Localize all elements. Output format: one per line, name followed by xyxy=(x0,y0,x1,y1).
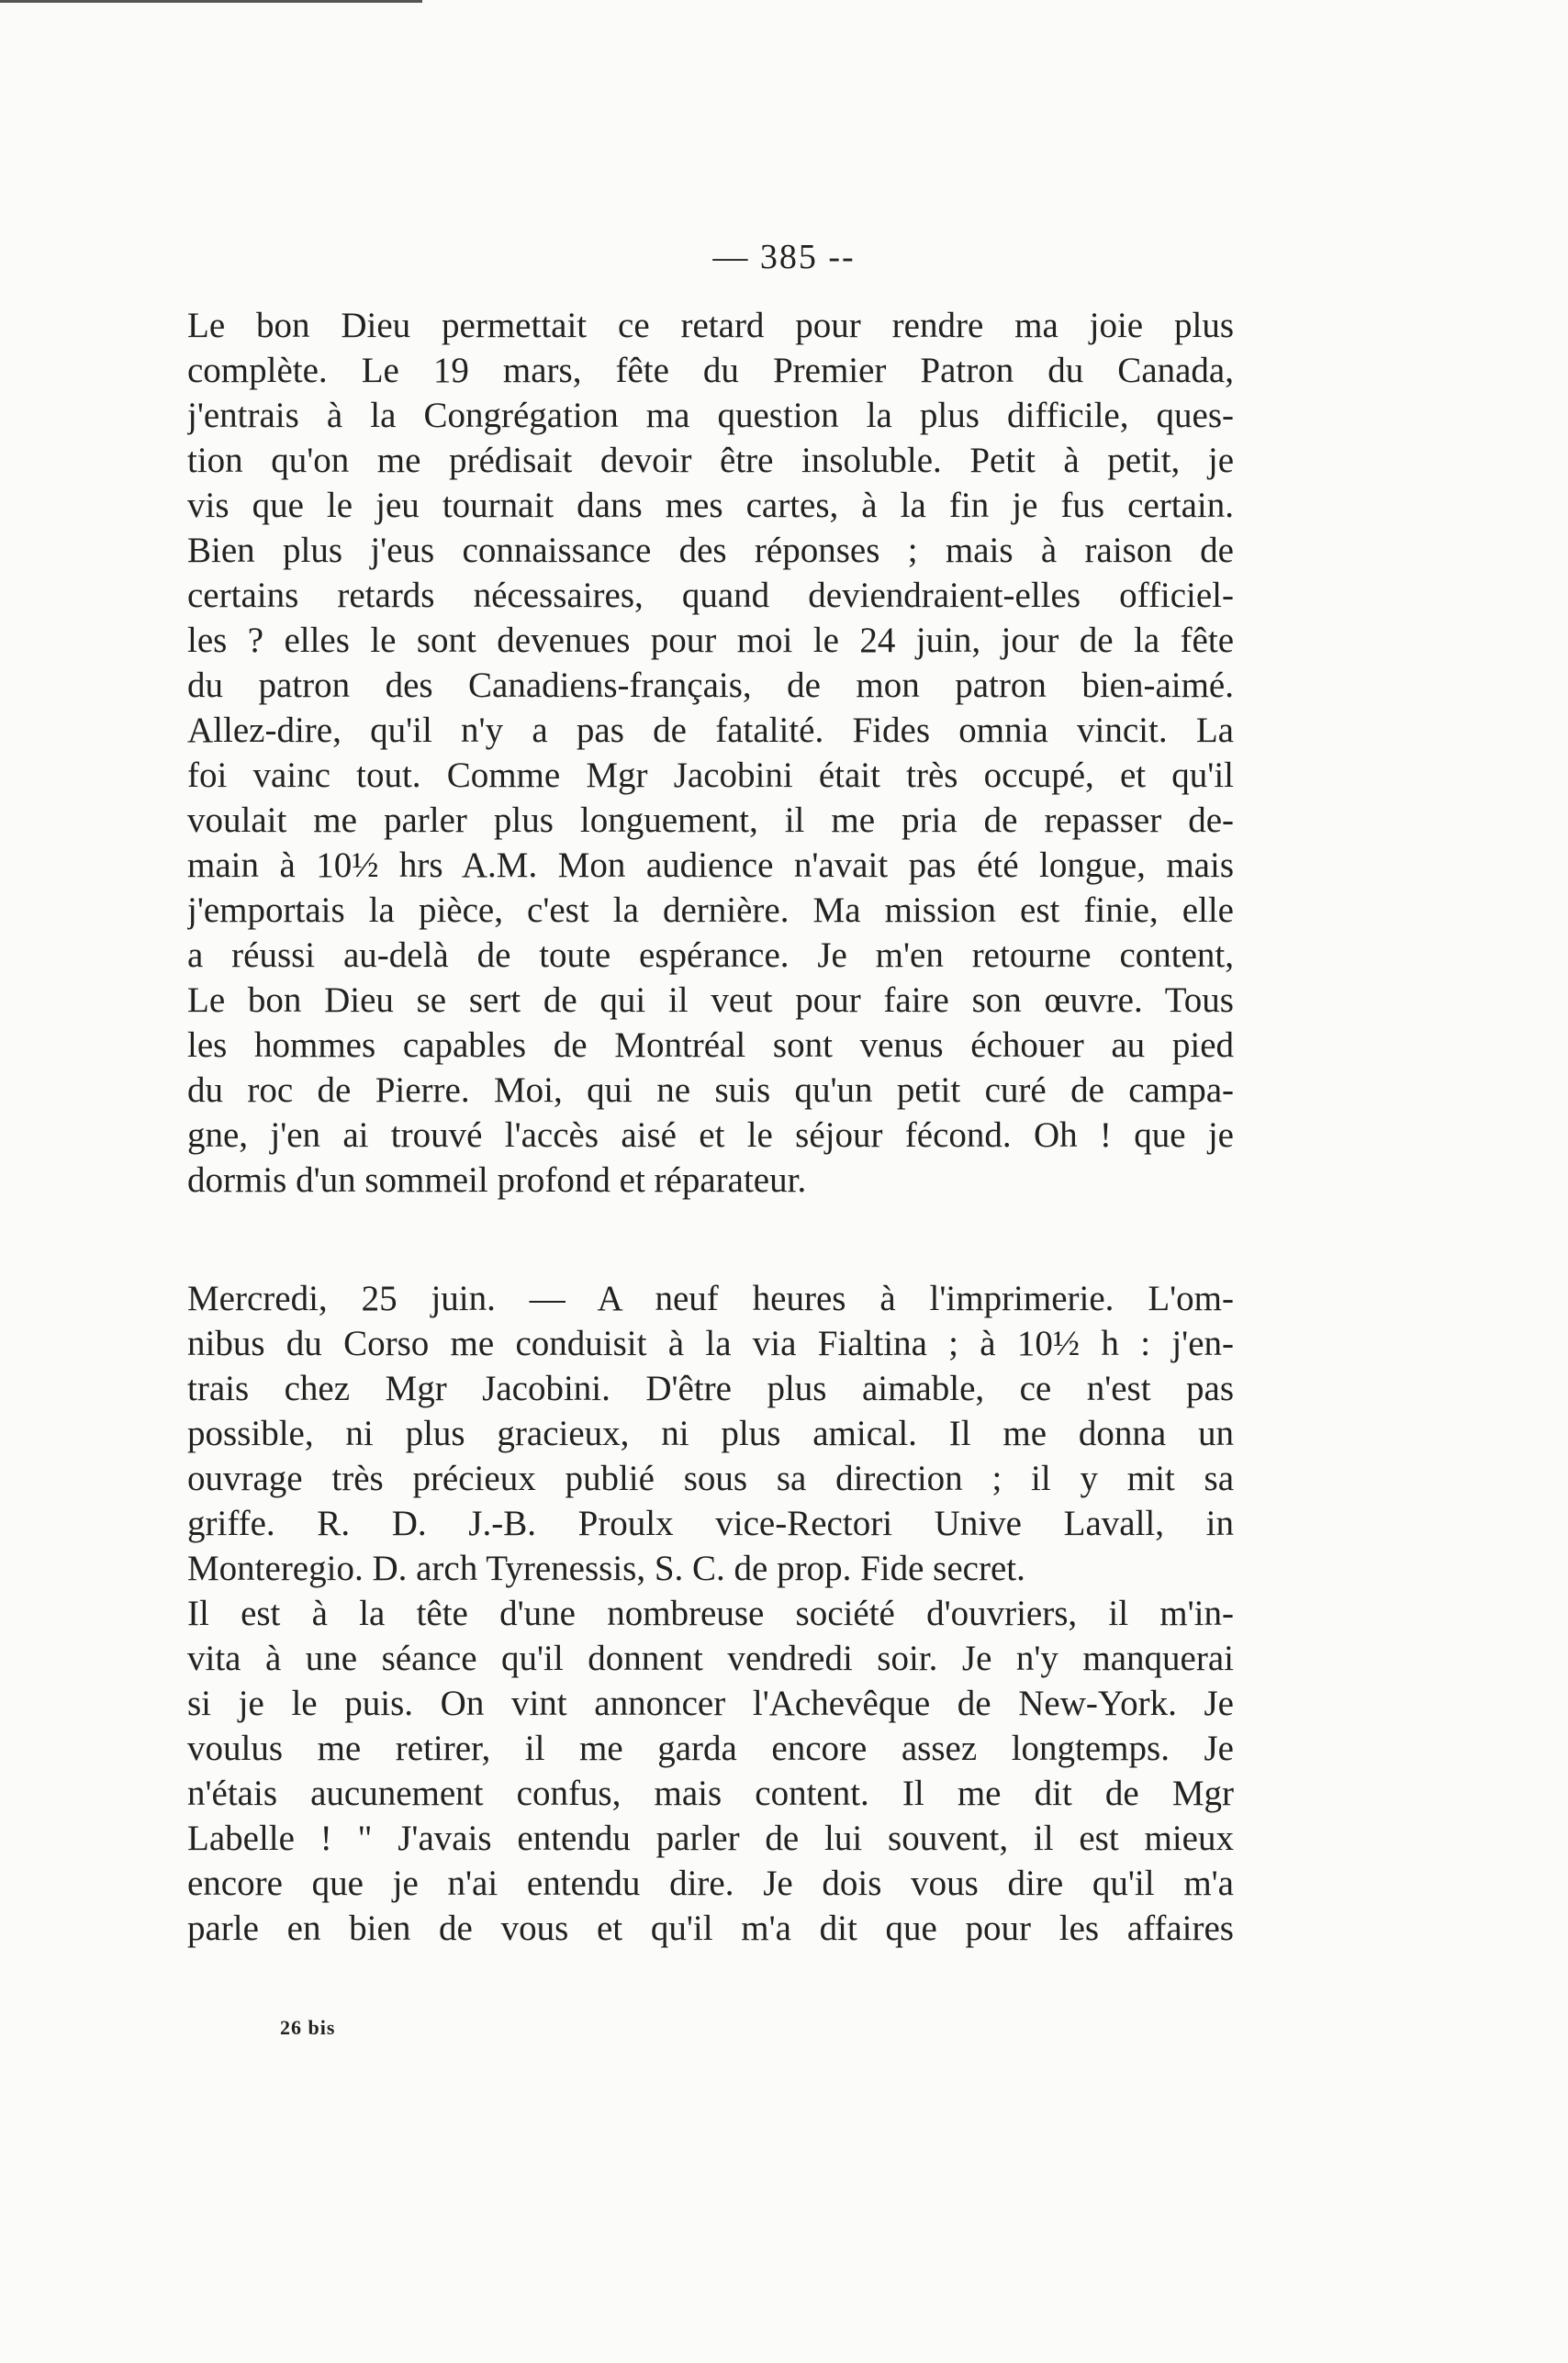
text-line: vis que le jeu tournait dans mes cartes, à la fin je fus certain. xyxy=(187,486,1234,525)
text-line: j'entrais à la Congrégation ma question la plus difficile, ques- xyxy=(187,396,1234,435)
page-body xyxy=(187,303,1234,1951)
text-line: parle en bien de vous et qu'il m'a dit que pour les affaires xyxy=(187,1909,1234,1948)
paragraph xyxy=(187,1276,1234,1591)
text-line: main à 10½ hrs A.M. Mon audience n'avait pas été longue, mais xyxy=(187,846,1234,885)
scan-edge xyxy=(0,0,422,3)
text-line: si je le puis. On vint annoncer l'Achevêque de New-York. Je xyxy=(187,1684,1234,1723)
paragraph xyxy=(187,303,1234,1203)
text-line: gne, j'en ai trouvé l'accès aisé et le séjour fécond. Oh ! que je xyxy=(187,1115,1234,1155)
text-line: n'étais aucunement confus, mais content. Il me dit de Mgr xyxy=(187,1774,1234,1813)
text-line: a réussi au-delà de toute espérance. Je m'en retourne content, xyxy=(187,935,1234,975)
text-line: Labelle ! " J'avais entendu parler de lui souvent, il est mieux xyxy=(187,1819,1234,1858)
text-line: du roc de Pierre. Moi, qui ne suis qu'un petit curé de campa- xyxy=(187,1070,1234,1110)
text-line: Bien plus j'eus connaissance des réponses ; mais à raison de xyxy=(187,531,1234,570)
page-number: — 385 -- xyxy=(712,238,856,276)
text-line: Mercredi, 25 juin. — A neuf heures à l'imprimerie. L'om- xyxy=(187,1279,1234,1318)
text-line: les hommes capables de Montréal sont venus échouer au pied xyxy=(187,1025,1234,1065)
text-line: nibus du Corso me conduisit à la via Fialtina ; à 10½ h : j'en- xyxy=(187,1324,1234,1363)
signature-mark: 26 bis xyxy=(280,2016,336,2039)
text-line: les ? elles le sont devenues pour moi le 24 juin, jour de la fête xyxy=(187,621,1234,660)
text-line: certains retards nécessaires, quand deviendraient-elles officiel- xyxy=(187,576,1234,615)
text-line: Le bon Dieu permettait ce retard pour rendre ma joie plus xyxy=(187,306,1234,345)
text-line: dormis d'un sommeil profond et réparateur. xyxy=(187,1160,807,1200)
text-line: possible, ni plus gracieux, ni plus amical. Il me donna un xyxy=(187,1414,1234,1453)
text-line: vita à une séance qu'il donnent vendredi soir. Je n'y manquerai xyxy=(187,1639,1234,1678)
text-line: griffe. R. D. J.-B. Proulx vice-Rectori Unive Lavall, in xyxy=(187,1504,1234,1543)
text-line: Il est à la tête d'une nombreuse société d'ouvriers, il m'in- xyxy=(187,1594,1234,1633)
text-line: encore que je n'ai entendu dire. Je dois vous dire qu'il m'a xyxy=(187,1864,1234,1903)
paragraph xyxy=(187,1591,1234,1951)
text-line: Allez-dire, qu'il n'y a pas de fatalité. Fides omnia vincit. La xyxy=(187,711,1234,750)
text-line: voulus me retirer, il me garda encore assez longtemps. Je xyxy=(187,1729,1234,1768)
text-line: complète. Le 19 mars, fête du Premier Patron du Canada, xyxy=(187,351,1234,390)
text-line: ouvrage très précieux publié sous sa direction ; il y mit sa xyxy=(187,1459,1234,1498)
text-line: Le bon Dieu se sert de qui il veut pour faire son œuvre. Tous xyxy=(187,980,1234,1020)
text-line: Monteregio. D. arch Tyrenessis, S. C. de prop. Fide secret. xyxy=(187,1549,1025,1588)
text-line: trais chez Mgr Jacobini. D'être plus aimable, ce n'est pas xyxy=(187,1369,1234,1408)
text-line: du patron des Canadiens-français, de mon patron bien-aimé. xyxy=(187,666,1234,705)
text-line: tion qu'on me prédisait devoir être insoluble. Petit à petit, je xyxy=(187,441,1234,480)
text-line: foi vainc tout. Comme Mgr Jacobini était très occupé, et qu'il xyxy=(187,756,1234,795)
paragraph-spacer xyxy=(187,1203,1234,1276)
text-line: j'emportais la pièce, c'est la dernière. Ma mission est finie, elle xyxy=(187,890,1234,930)
text-line: voulait me parler plus longuement, il me pria de repasser de- xyxy=(187,801,1234,840)
